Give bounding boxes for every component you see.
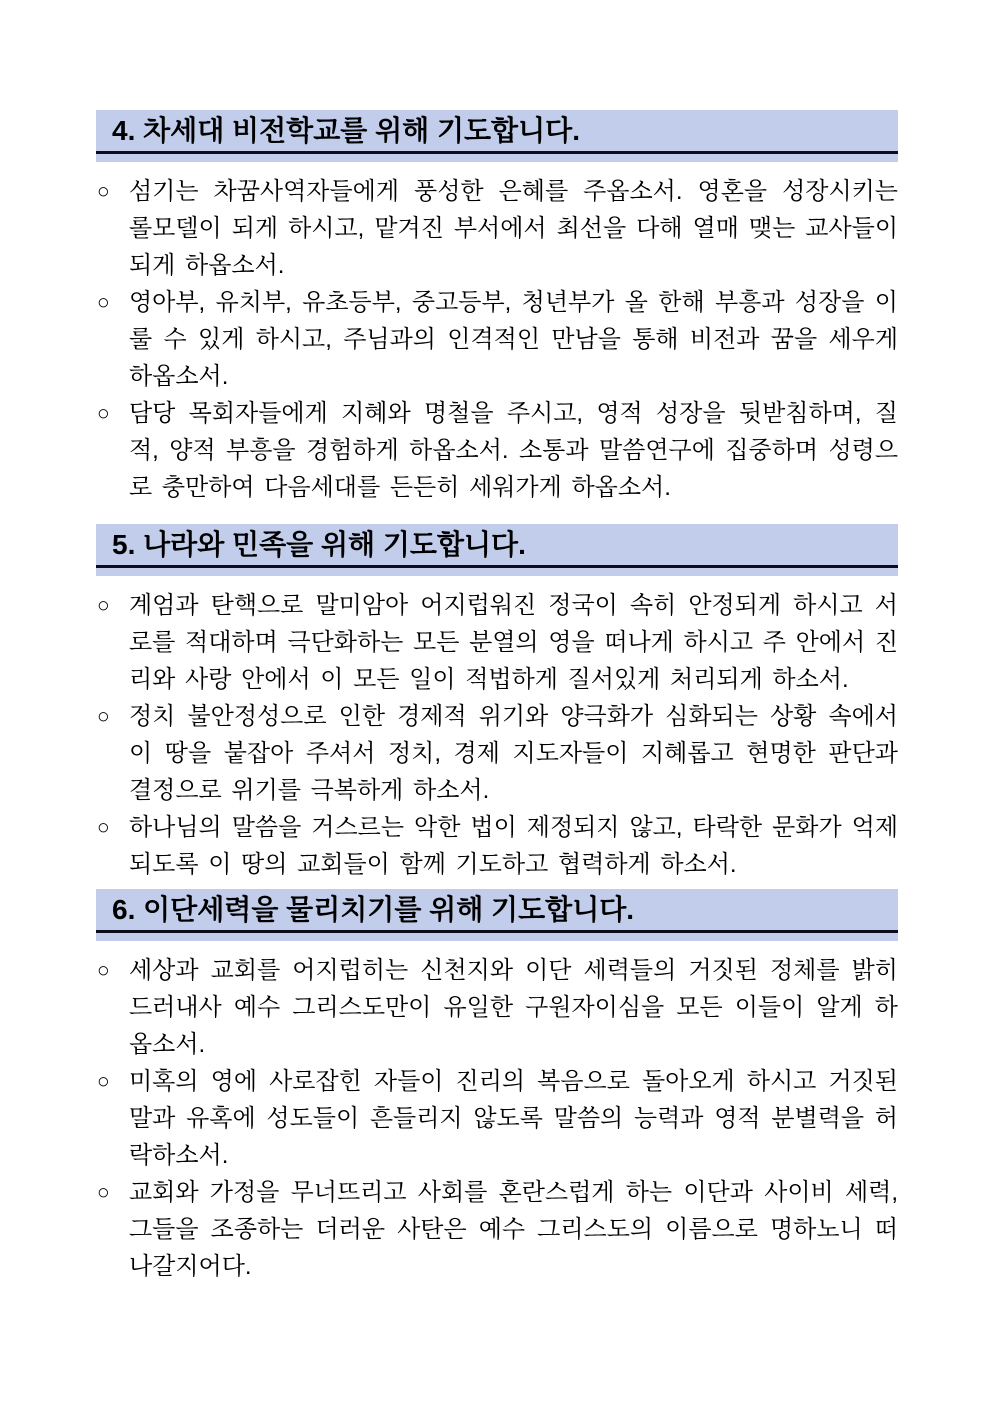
prayer-section: [96, 524, 898, 883]
circle-bullet-icon: ○: [97, 705, 110, 728]
section-title-row: [96, 889, 898, 933]
prayer-text: 미혹의 영에 사로잡힌 자들이 진리의 복음으로 돌아오게 하시고 거짓된 말과 유혹에 성도들이 흔들리지 않도록 말씀의 능력과 영적 분별력을 허락하소서.: [129, 1068, 898, 1169]
prayer-list-item: [96, 1063, 898, 1174]
prayer-list-item: [96, 952, 898, 1063]
prayer-text: 계엄과 탄핵으로 말미암아 어지럽워진 정국이 속히 안정되게 하시고 서로를 적대하며 극단화하는 모든 분열의 영을 떠나게 하시고 주 안에서 진리와 사랑 안에서 이 모든 일이 적법하게 질서있게 처리되게 하소서.: [129, 592, 899, 693]
circle-bullet-icon: ○: [97, 1070, 110, 1093]
section-title: 6. 이단세력을 물리치기를 위해 기도합니다.: [112, 894, 635, 925]
prayer-section: [96, 889, 898, 1285]
prayer-list-item: [96, 587, 898, 698]
section-title: 4. 차세대 비전학교를 위해 기도합니다.: [112, 115, 580, 146]
sections-container: [96, 110, 898, 1285]
prayer-list: [96, 587, 898, 883]
prayer-list-item: [96, 284, 898, 395]
prayer-list-item: [96, 809, 898, 883]
prayer-list-item: [96, 698, 898, 809]
circle-bullet-icon: ○: [97, 959, 110, 982]
prayer-text: 교회와 가정을 무너뜨리고 사회를 혼란스럽게 하는 이단과 사이비 세력, 그들을 조종하는 더러운 사탄은 예수 그리스도의 이름으로 명하노니 떠나갈지어다.: [129, 1179, 898, 1280]
prayer-text: 섬기는 차꿈사역자들에게 풍성한 은혜를 주옵소서. 영혼을 성장시키는 롤모델이 되게 하시고, 맡겨진 부서에서 최선을 다해 열매 맺는 교사들이 되게 하옵소서.: [129, 178, 898, 279]
section-title-row: [96, 110, 898, 154]
section-title: 5. 나라와 민족을 위해 기도합니다.: [112, 529, 526, 560]
circle-bullet-icon: ○: [97, 402, 110, 425]
prayer-text: 정치 불안정성으로 인한 경제적 위기와 양극화가 심화되는 상황 속에서 이 땅을 붙잡아 주셔서 정치, 경제 지도자들이 지혜롭고 현명한 판단과 결정으로 위기를 극복하게 하소서.: [129, 703, 898, 804]
section-header: [96, 110, 898, 162]
prayer-list-item: [96, 395, 898, 506]
circle-bullet-icon: ○: [97, 594, 110, 617]
prayer-list-item: [96, 1174, 898, 1285]
prayer-list: [96, 952, 898, 1285]
section-header: [96, 889, 898, 941]
prayer-text: 담당 목회자들에게 지혜와 명철을 주시고, 영적 성장을 뒷받침하며, 질적, 양적 부흥을 경험하게 하옵소서. 소통과 말씀연구에 집중하며 성령으로 충만하여 다음세대를 든든히 세워가게 하옵소서.: [129, 400, 898, 501]
circle-bullet-icon: ○: [97, 180, 110, 203]
prayer-text: 하나님의 말씀을 거스르는 악한 법이 제정되지 않고, 타락한 문화가 억제되도록 이 땅의 교회들이 함께 기도하고 협력하게 하소서.: [129, 814, 898, 878]
prayer-section: [96, 110, 898, 506]
prayer-list: [96, 173, 898, 506]
circle-bullet-icon: ○: [97, 1181, 110, 1204]
prayer-list-item: [96, 173, 898, 284]
prayer-text: 세상과 교회를 어지럽히는 신천지와 이단 세력들의 거짓된 정체를 밝히 드러내사 예수 그리스도만이 유일한 구원자이심을 모든 이들이 알게 하옵소서.: [129, 957, 898, 1058]
section-title-row: [96, 524, 898, 568]
prayer-text: 영아부, 유치부, 유초등부, 중고등부, 청년부가 올 한해 부흥과 성장을 이룰 수 있게 하시고, 주님과의 인격적인 만남을 통해 비전과 꿈을 세우게 하옵소서.: [129, 289, 898, 390]
circle-bullet-icon: ○: [97, 291, 110, 314]
section-header: [96, 524, 898, 576]
circle-bullet-icon: ○: [97, 816, 110, 839]
